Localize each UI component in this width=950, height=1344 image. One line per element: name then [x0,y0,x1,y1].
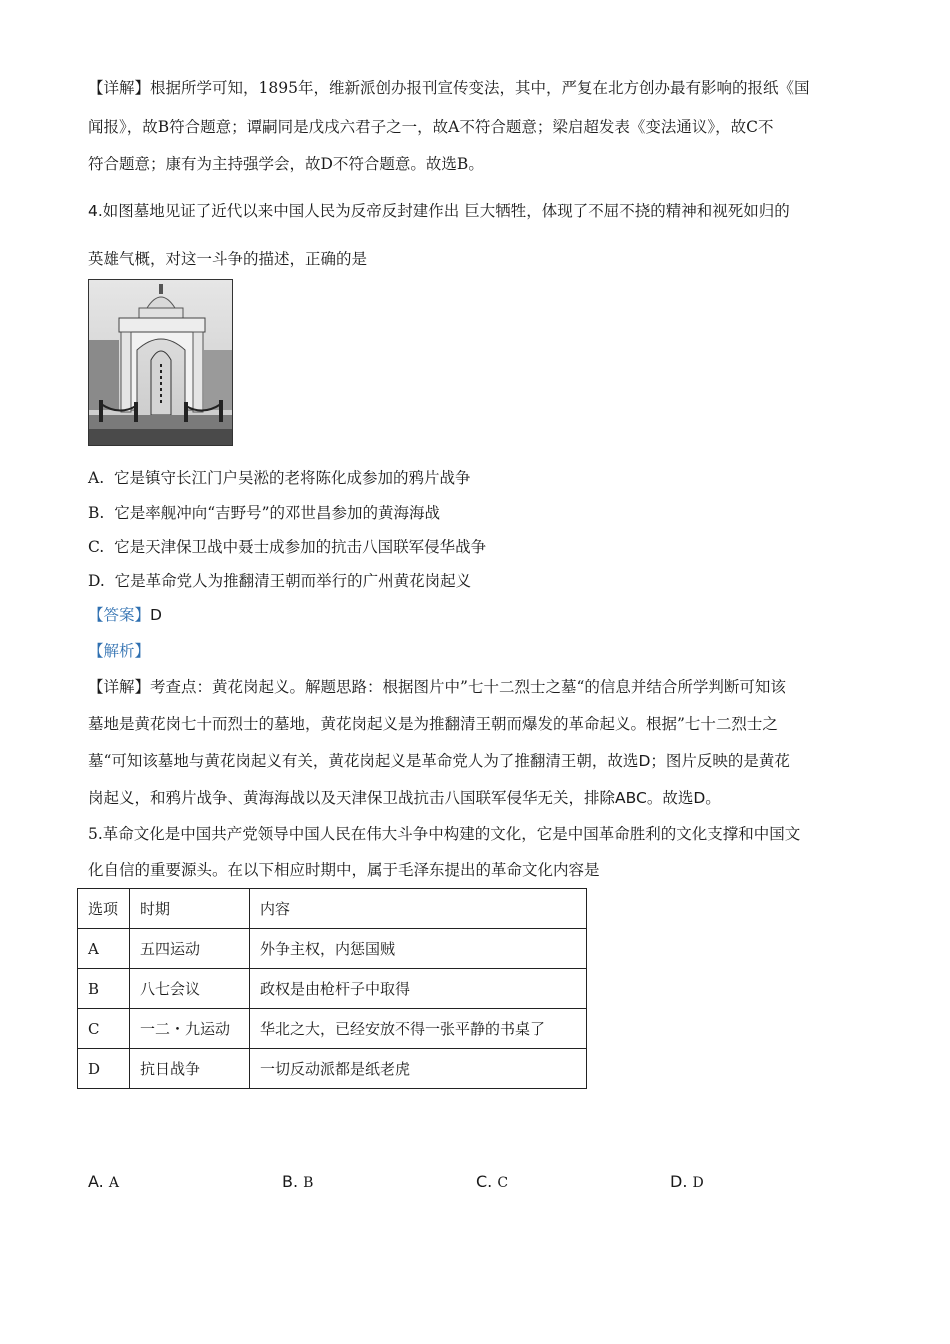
q4-detail-line3 [88,749,790,771]
table-row [78,1009,587,1049]
q4-detail-text4d: D [693,789,706,807]
table-cell: 华北之大，已经安放不得一张平静的书桌了 [250,1009,587,1049]
table-cell: 五四运动 [130,929,250,969]
option-text: 它是革命党人为推翻清王朝而举行的广州黄花岗起义 [114,572,472,590]
table-header-cell: 时期 [130,889,250,929]
table-cell: 政权是由枪杆子中取得 [250,969,587,1009]
q4-option-d [88,569,471,591]
choice-key: D. [670,1172,688,1191]
table-cell: 一二・九运动 [130,1009,250,1049]
table-header-cell: 选项 [78,889,130,929]
option-key: A. [88,469,105,487]
q5-choice-d[interactable] [670,1172,704,1191]
q4-option-a [88,466,471,488]
q4-analysis-tag: 【解析】 [88,642,151,660]
table-header-cell: 内容 [250,889,587,929]
table-row [78,1049,587,1089]
answer-value: D [150,606,162,624]
option-text: 它是镇守长江门户吴淞的老将陈化成参加的鸦片战争 [113,469,471,487]
option-text: 它是率舰冲向“吉野号”的邓世昌参加的黄海海战 [114,504,441,522]
table-row [78,929,587,969]
choice-value: C [497,1175,509,1191]
table-cell: 外争主权，内惩国贼 [250,929,587,969]
option-key: C. [88,538,105,556]
q4-answer [88,603,162,625]
table-cell: B [78,969,130,1009]
q4-detail-text4a: 岗起义，和鸦片战争、黄海海战以及天津保卫战抗击八国联军侵华无关，排除 [88,789,616,807]
q5-choice-b[interactable] [282,1172,313,1191]
option-key: D. [88,572,105,590]
option-text: 它是天津保卫战中聂士成参加的抗击八国联军侵华战争 [114,538,487,556]
q4-detail-line1 [88,675,786,697]
q4-detail-text4e: 。 [705,789,721,807]
detail-tag: 【详解】 [88,79,151,97]
q5-options-table [77,888,587,1089]
table-row [78,969,587,1009]
choice-value: B [303,1175,314,1191]
tomb-photo [88,279,233,446]
table-cell: C [78,1009,130,1049]
q5-stem-line2: 化自信的重要源头。在以下相应时期中，属于毛泽东提出的革命文化内容是 [88,861,600,879]
q4-detail-line2: 墓地是黄花岗七十而烈士的墓地，黄花岗起义是为推翻清王朝而爆发的革命起义。根据”七十二烈士之 [88,715,778,733]
tomb-photo-drawing [89,280,233,446]
choice-key: C. [476,1172,493,1191]
table-cell: D [78,1049,130,1089]
choice-value: D [692,1175,704,1191]
option-key: B. [88,504,105,522]
q3-detail-line3: 符合题意；康有为主持强学会，故D不符合题意。故选B。 [88,155,484,173]
q4-number: 4. [88,202,103,220]
q4-detail-line4 [88,786,721,808]
q4-option-c [88,535,486,557]
choice-value: A [108,1175,119,1191]
q5-choice-c[interactable] [476,1172,508,1191]
q4-detail-text1: 考查点：黄花岗起义。解题思路：根据图片中”七十二烈士之墓“的信息并结合所学判断可知该 [150,678,786,696]
q5-choice-a[interactable] [88,1172,119,1191]
q4-detail-text3c: ；图片反映的是黄花 [650,752,790,770]
q4-detail-text4b: ABC [615,789,647,807]
table-cell: 八七会议 [130,969,250,1009]
choice-key: A. [88,1172,104,1191]
q4-detail-text4c: 。故选 [646,789,694,807]
q4-stem-text1: 如图墓地见证了近代以来中国人民为反帝反封建作出 巨大牺牲，体现了不屈不挠的精神和视死如归的 [102,202,790,220]
q4-stem-line1 [88,199,790,221]
q3-detail-text1: 根据所学可知，1895年，维新派创办报刊宣传变法，其中，严复在北方创办最有影响的报纸《国 [150,79,810,97]
q4-stem-line2: 英雄气概，对这一斗争的描述，正确的是 [88,250,368,268]
q3-detail-line2: 闻报》，故B符合题意；谭嗣同是戊戌六君子之一，故A不符合题意；梁启超发表《变法通议》，故C不 [88,118,774,136]
table-cell: A [78,929,130,969]
q4-detail-text3b: D [638,752,651,770]
q4-detail-text3a: 墓“可知该墓地与黄花岗起义有关，黄花岗起义是革命党人为了推翻清王朝，故选 [88,752,639,770]
q5-stem-line1: 5.革命文化是中国共产党领导中国人民在伟大斗争中构建的文化，它是中国革命胜利的文化支撑和中国文 [88,825,801,843]
table-cell: 抗日战争 [130,1049,250,1089]
q3-detail-line1 [88,76,809,98]
choice-key: B. [282,1172,299,1191]
detail-tag: 【详解】 [88,678,151,696]
q4-option-b [88,501,440,523]
table-header-row [78,889,587,929]
answer-tag: 【答案】 [88,606,151,624]
table-cell: 一切反动派都是纸老虎 [250,1049,587,1089]
